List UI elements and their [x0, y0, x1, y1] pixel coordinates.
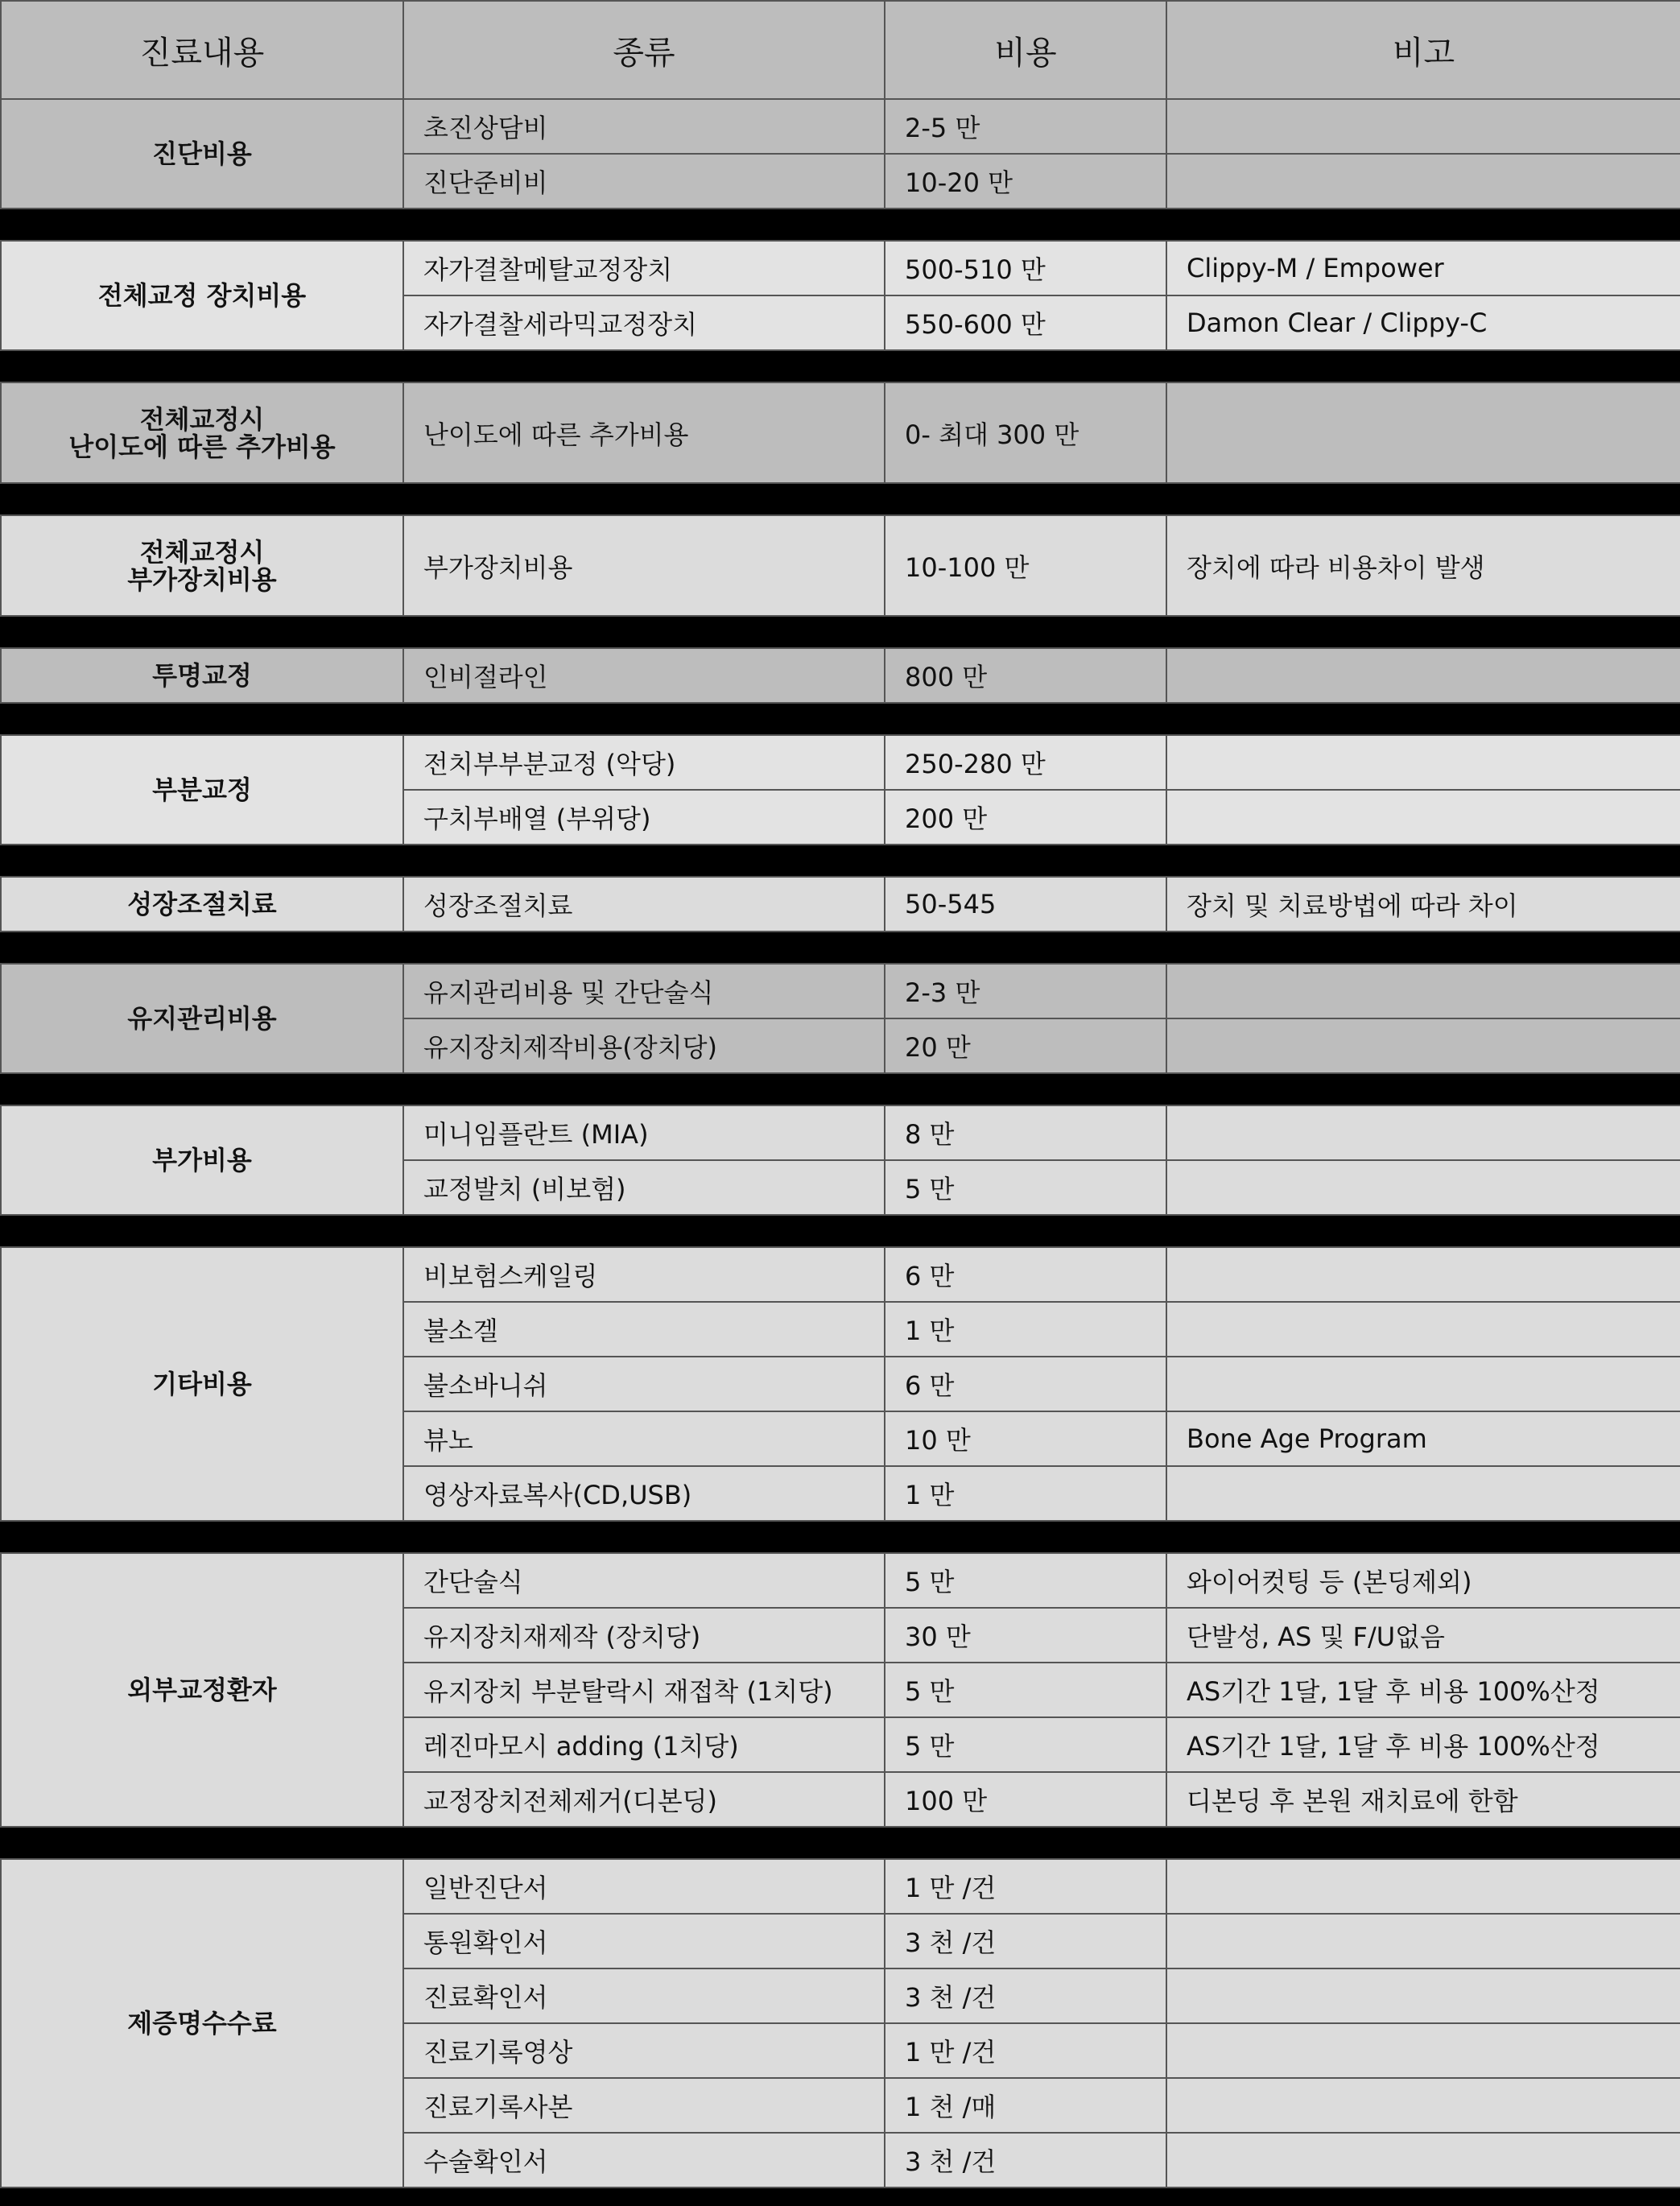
note-cell: [1166, 1105, 1680, 1160]
type-cell: 수술확인서: [403, 2133, 885, 2187]
type-cell: 비보험스케일링: [403, 1247, 885, 1302]
category-cell: [1, 1859, 403, 2187]
category-label: 외부교정환자: [127, 1675, 277, 1705]
category-label: 투명교정: [152, 660, 252, 691]
note-cell: [1166, 99, 1680, 154]
category-cell: [1, 1553, 403, 1827]
separator-row: [1, 1521, 1680, 1553]
category-cell: [1, 877, 403, 932]
type-cell: 성장조절치료: [403, 877, 885, 932]
header-note: 비고: [1166, 1, 1680, 99]
separator-row: [1, 703, 1680, 735]
note-cell: 장치 및 치료방법에 따라 차이: [1166, 877, 1680, 932]
type-cell: 구치부배열 (부위당): [403, 790, 885, 845]
type-cell: 초진상담비: [403, 99, 885, 154]
cost-cell: 50-545: [885, 877, 1166, 932]
separator-row: [1, 1073, 1680, 1105]
note-cell: [1166, 1018, 1680, 1073]
type-cell: 진료기록영상: [403, 2023, 885, 2078]
separator-row: [1, 483, 1680, 515]
type-cell: 난이도에 따른 추가비용: [403, 382, 885, 483]
cost-cell: 3 천 /건: [885, 1914, 1166, 1968]
category-label: 전체교정시: [139, 536, 265, 568]
separator-row: [1, 1215, 1680, 1247]
cost-cell: 8 만: [885, 1105, 1166, 1160]
cost-cell: 250-280 만: [885, 735, 1166, 790]
category-label: 성장조절치료: [127, 889, 277, 919]
cost-cell: 5 만: [885, 1717, 1166, 1772]
note-cell: 단발성, AS 및 F/U없음: [1166, 1608, 1680, 1663]
category-label: 부가장치비용: [127, 564, 277, 595]
type-cell: 불소겔: [403, 1302, 885, 1357]
category-cell: [1, 648, 403, 703]
category-cell: [1, 964, 403, 1073]
cost-cell: 3 천 /건: [885, 1968, 1166, 2023]
cost-cell: 200 만: [885, 790, 1166, 845]
cost-cell: 1 만 /건: [885, 2023, 1166, 2078]
type-cell: 교정발치 (비보험): [403, 1160, 885, 1215]
table-row: [1, 735, 1680, 790]
type-cell: 진료확인서: [403, 1968, 885, 2023]
table-row: [1, 1859, 1680, 1914]
cost-cell: 0- 최대 300 만: [885, 382, 1166, 483]
table-row: [1, 241, 1680, 295]
type-cell: 진료기록사본: [403, 2078, 885, 2133]
category-cell: [1, 241, 403, 350]
note-cell: [1166, 1247, 1680, 1302]
cost-cell: 2-3 만: [885, 964, 1166, 1018]
note-cell: 장치에 따라 비용차이 발생: [1166, 515, 1680, 616]
table-row: [1, 1247, 1680, 1302]
note-cell: [1166, 1357, 1680, 1411]
header-row: [1, 1, 1680, 99]
type-cell: 불소바니쉬: [403, 1357, 885, 1411]
type-cell: 부가장치비용: [403, 515, 885, 616]
category-label: 유지관리비용: [127, 1003, 277, 1034]
header-cost: 비용: [885, 1, 1166, 99]
cost-cell: 10 만: [885, 1411, 1166, 1466]
table-row: [1, 1553, 1680, 1608]
category-cell: [1, 735, 403, 845]
type-cell: 미니임플란트 (MIA): [403, 1105, 885, 1160]
category-label: 전체교정시: [139, 403, 265, 435]
type-cell: 교정장치전체제거(디본딩): [403, 1772, 885, 1827]
cost-cell: 1 만: [885, 1466, 1166, 1521]
cost-cell: 500-510 만: [885, 241, 1166, 295]
note-cell: 와이어컷팅 등 (본딩제외): [1166, 1553, 1680, 1608]
type-cell: 통원확인서: [403, 1914, 885, 1968]
note-cell: [1166, 790, 1680, 845]
cost-cell: 10-100 만: [885, 515, 1166, 616]
category-label: 부가비용: [152, 1145, 252, 1175]
type-cell: 유지장치 부분탈락시 재접착 (1치당): [403, 1663, 885, 1717]
category-label: 기타비용: [152, 1369, 252, 1399]
cost-cell: 1 천 /매: [885, 2078, 1166, 2133]
category-cell: [1, 99, 403, 209]
cost-cell: 5 만: [885, 1553, 1166, 1608]
cost-cell: 2-5 만: [885, 99, 1166, 154]
separator-row: [1, 350, 1680, 382]
category-label: 난이도에 따른 추가비용: [68, 431, 336, 462]
cost-cell: 1 만 /건: [885, 1859, 1166, 1914]
category-cell: [1, 1105, 403, 1215]
note-cell: AS기간 1달, 1달 후 비용 100%산정: [1166, 1663, 1680, 1717]
category-cell: [1, 382, 403, 483]
table-row: [1, 877, 1680, 932]
note-cell: [1166, 154, 1680, 209]
category-label: 진단비용: [152, 138, 252, 169]
note-cell: [1166, 1466, 1680, 1521]
note-cell: [1166, 382, 1680, 483]
note-cell: 디본딩 후 본원 재치료에 한함: [1166, 1772, 1680, 1827]
cost-cell: 800 만: [885, 648, 1166, 703]
note-cell: [1166, 1968, 1680, 2023]
separator-row: [1, 845, 1680, 877]
note-cell: Bone Age Program: [1166, 1411, 1680, 1466]
note-cell: [1166, 648, 1680, 703]
type-cell: 전치부부분교정 (악당): [403, 735, 885, 790]
header-category: 진료내용: [1, 1, 403, 99]
cost-cell: 100 만: [885, 1772, 1166, 1827]
category-label: 부분교정: [152, 775, 252, 805]
table-row: [1, 964, 1680, 1018]
type-cell: 유지관리비용 및 간단술식: [403, 964, 885, 1018]
cost-cell: 10-20 만: [885, 154, 1166, 209]
table-row: [1, 382, 1680, 483]
type-cell: 유지장치제작비용(장치당): [403, 1018, 885, 1073]
cost-cell: 3 천 /건: [885, 2133, 1166, 2187]
note-cell: [1166, 964, 1680, 1018]
separator-row: [1, 209, 1680, 241]
type-cell: 자가결찰메탈교정장치: [403, 241, 885, 295]
table-row: [1, 648, 1680, 703]
type-cell: 간단술식: [403, 1553, 885, 1608]
type-cell: 유지장치재제작 (장치당): [403, 1608, 885, 1663]
category-label: 제증명수수료: [127, 2008, 277, 2039]
category-cell: [1, 515, 403, 616]
cost-cell: 20 만: [885, 1018, 1166, 1073]
cost-cell: 1 만: [885, 1302, 1166, 1357]
note-cell: [1166, 2023, 1680, 2078]
type-cell: 인비절라인: [403, 648, 885, 703]
cost-cell: 30 만: [885, 1608, 1166, 1663]
category-cell: [1, 1247, 403, 1521]
separator-row: [1, 1827, 1680, 1859]
type-cell: 뷰노: [403, 1411, 885, 1466]
cost-cell: 6 만: [885, 1357, 1166, 1411]
note-cell: [1166, 2133, 1680, 2187]
cost-cell: 550-600 만: [885, 295, 1166, 350]
separator-row: [1, 616, 1680, 648]
type-cell: 진단준비비: [403, 154, 885, 209]
note-cell: [1166, 1160, 1680, 1215]
note-cell: [1166, 1302, 1680, 1357]
note-cell: AS기간 1달, 1달 후 비용 100%산정: [1166, 1717, 1680, 1772]
note-cell: Damon Clear / Clippy-C: [1166, 295, 1680, 350]
note-cell: [1166, 2078, 1680, 2133]
note-cell: Clippy-M / Empower: [1166, 241, 1680, 295]
type-cell: 일반진단서: [403, 1859, 885, 1914]
separator-row: [1, 932, 1680, 964]
header-type: 종류: [403, 1, 885, 99]
note-cell: [1166, 735, 1680, 790]
table-row: [1, 99, 1680, 154]
cost-cell: 5 만: [885, 1663, 1166, 1717]
cost-cell: 5 만: [885, 1160, 1166, 1215]
category-label: 전체교정 장치비용: [97, 280, 307, 311]
cost-cell: 6 만: [885, 1247, 1166, 1302]
type-cell: 영상자료복사(CD,USB): [403, 1466, 885, 1521]
note-cell: [1166, 1914, 1680, 1968]
table-row: [1, 1105, 1680, 1160]
type-cell: 레진마모시 adding (1치당): [403, 1717, 885, 1772]
note-cell: [1166, 1859, 1680, 1914]
table-row: [1, 515, 1680, 616]
type-cell: 자가결찰세라믹교정장치: [403, 295, 885, 350]
